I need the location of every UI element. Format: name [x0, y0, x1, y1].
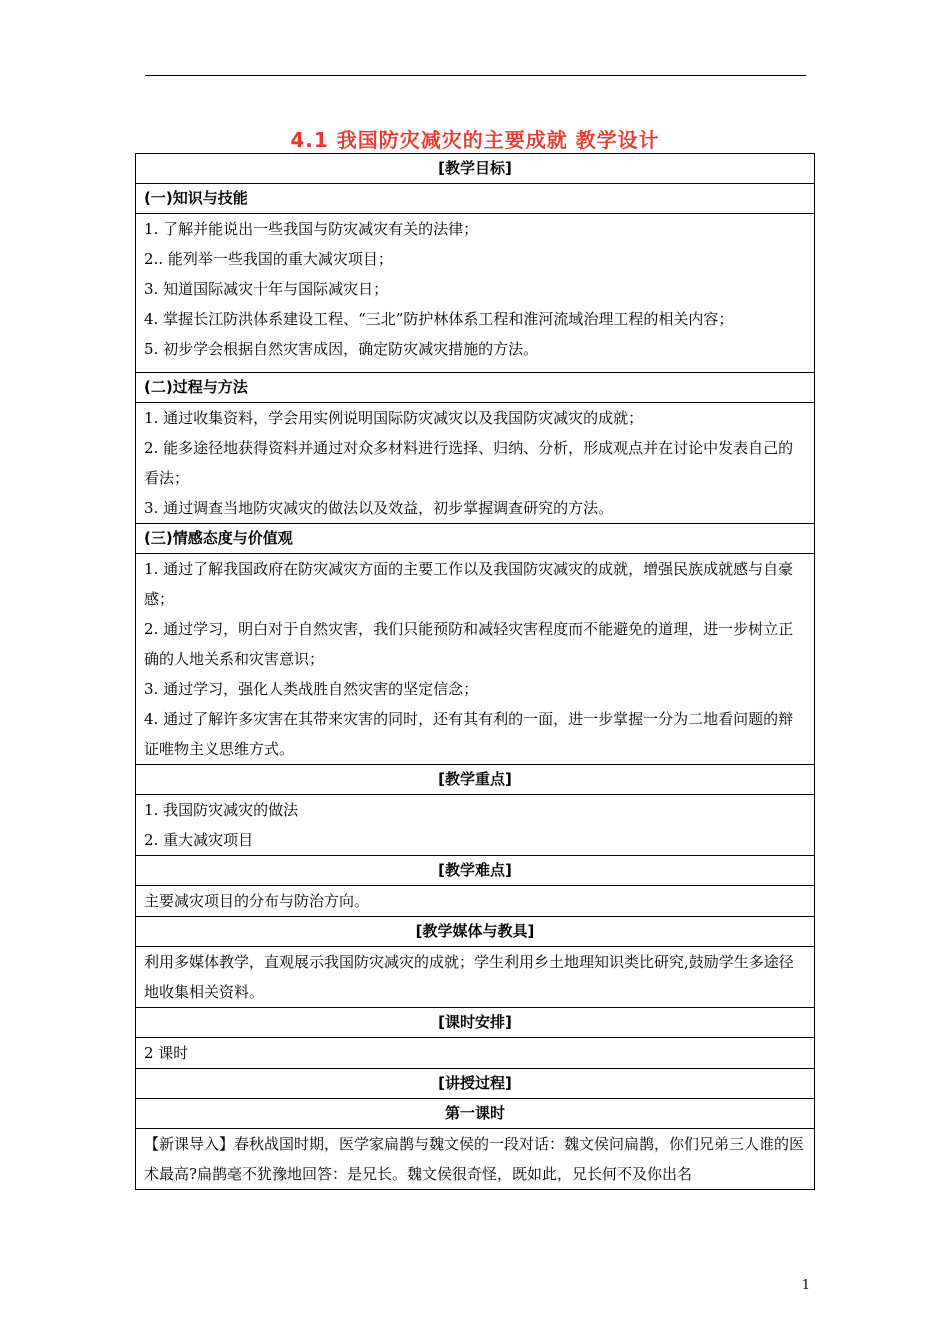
schedule-header: [课时安排] [136, 1008, 815, 1038]
document-title: 4.1 我国防灾减灾的主要成就 教学设计 [290, 128, 660, 152]
knowledge-title: (一)知识与技能 [136, 184, 815, 214]
media-paragraph: 利用多媒体教学，直观展示我国防灾减灾的成就；学生利用乡土地理知识类比研究,鼓励学生多途径地收集相关资料。 [144, 953, 794, 1001]
page-number: 1 [801, 1278, 810, 1293]
list-item: 1. 通过了解我国政府在防灾减灾方面的主要工作以及我国防灾减灾的成就，增强民族成就感与自豪感； [144, 560, 794, 608]
key-points-list [136, 795, 815, 856]
knowledge-list [136, 214, 815, 373]
list-item: 4. 通过了解许多灾害在其带来灾害的同时，还有其有利的一面，进一步掌握一分为二地看问题的辩证唯物主义思维方式。 [144, 710, 794, 758]
difficulties-text [136, 886, 815, 917]
list-item: 3. 通过调查当地防灾减灾的做法以及效益，初步掌握调查研究的方法。 [144, 499, 614, 517]
difficulties-header: [教学难点] [136, 856, 815, 886]
attitude-title: (三)情感态度与价值观 [136, 524, 815, 554]
list-item: 2. 能多途径地获得资料并通过对众多材料进行选择、归纳、分析，形成观点并在讨论中发表自己的看法； [144, 439, 794, 487]
list-item: 5. 初步学会根据自然灾害成因，确定防灾减灾措施的方法。 [144, 340, 539, 358]
list-item: 1. 通过收集资料，学会用实例说明国际防灾减灾以及我国防灾减灾的成就； [144, 409, 644, 427]
schedule-paragraph: 2 课时 [144, 1044, 189, 1062]
teaching-process-header: [讲授过程] [136, 1069, 815, 1099]
lesson-title: 第一课时 [136, 1099, 815, 1129]
list-item: 2. 重大减灾项目 [144, 831, 254, 849]
media-header: [教学媒体与教具] [136, 917, 815, 947]
list-item: 3. 通过学习，强化人类战胜自然灾害的坚定信念； [144, 680, 479, 698]
list-item: 2.. 能列举一些我国的重大减灾项目； [144, 250, 393, 268]
difficulties-paragraph: 主要减灾项目的分布与防治方向。 [144, 892, 370, 910]
goals-header: [教学目标] [136, 154, 815, 184]
list-item: 1. 了解并能说出一些我国与防灾减灾有关的法律； [144, 220, 479, 238]
process-title: (二)过程与方法 [136, 373, 815, 403]
schedule-text [136, 1038, 815, 1069]
lesson-intro-paragraph: 【新课导入】春秋战国时期，医学家扁鹊与魏文侯的一段对话：魏文侯问扁鹊，你们兄弟三人谁的医术最高?扁鹊毫不犹豫地回答：是兄长。魏文侯很奇怪，既如此，兄长何不及你出名 [144, 1135, 805, 1183]
process-list [136, 403, 815, 524]
list-item: 3. 知道国际减灾十年与国际减灾日； [144, 280, 389, 298]
list-item: 4. 掌握长江防洪体系建设工程、“三北”防护林体系工程和淮河流域治理工程的相关内容； [144, 310, 734, 328]
header-rule [145, 75, 806, 76]
list-item: 2. 通过学习，明白对于自然灾害，我们只能预防和减轻灾害程度而不能避免的道理，进一步树立正确的人地关系和灾害意识； [144, 620, 794, 668]
lesson-intro-text [136, 1129, 815, 1190]
list-item: 1. 我国防灾减灾的做法 [144, 801, 299, 819]
media-text [136, 947, 815, 1008]
lesson-plan-table [135, 153, 815, 1190]
attitude-list [136, 554, 815, 765]
key-points-header: [教学重点] [136, 765, 815, 795]
